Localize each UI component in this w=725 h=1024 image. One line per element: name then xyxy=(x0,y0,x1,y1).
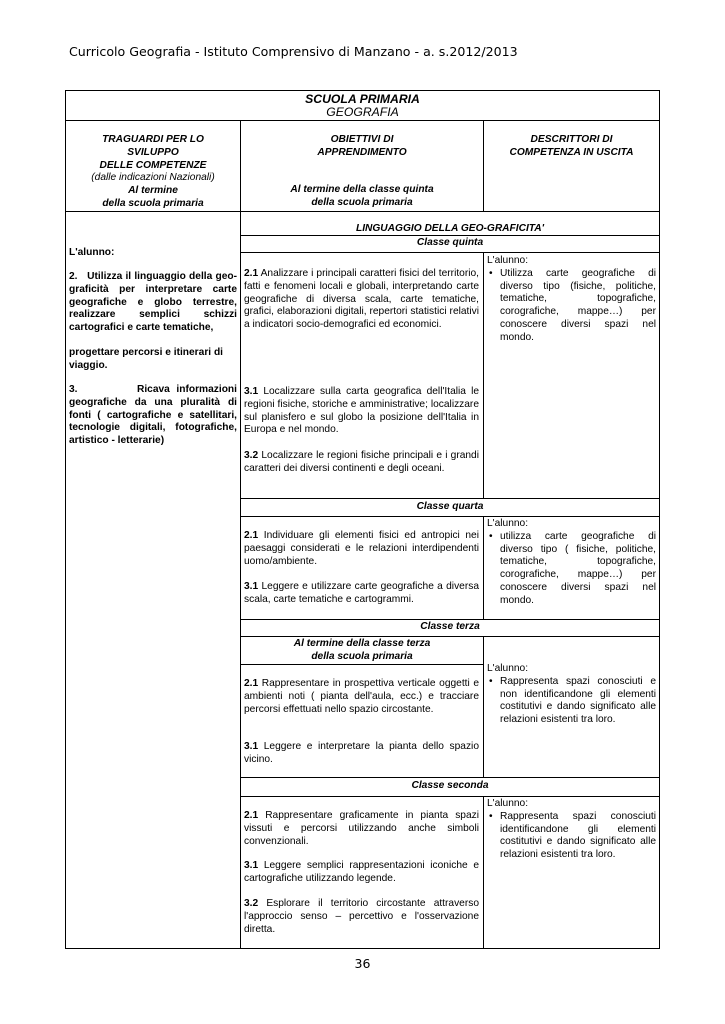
page-number: 36 xyxy=(354,956,371,971)
classe-terza-label: Classe terza xyxy=(420,621,480,632)
seconda-descrittore: L'alunno: • Rappresenta spazi conosciuti identificandone gli elementi costitutivi e dando significato alle relazioni esistenti tra loro. xyxy=(487,798,656,862)
obiettivi-header: OBIETTIVI DI APPRENDIMENTO xyxy=(317,134,407,158)
terza-obj-3-1: 3.1 Leggere e interpretare la pianta dello spazio vicino. xyxy=(244,741,479,765)
traguardo-2b: progettare percorsi e itinerari di viaggio. xyxy=(69,347,223,371)
traguardi-header: TRAGUARDI PER LO SVILUPPO DELLE COMPETENZE (dalle indicazioni Nazionali) Al termine della scuola primaria xyxy=(91,134,215,209)
quinta-obj-3-2: 3.2 Localizzare le regioni fisiche principali e i grandi caratteri dei diversi continenti e degli oceani. xyxy=(244,450,479,474)
quinta-descrittore: L'alunno: • Utilizza carte geografiche di diverso tipo (fisiche, politiche, tematiche, topografiche, corografiche, mappe…) per conoscere diversi spazi nel mondo. xyxy=(487,255,656,345)
quarta-obj-3-1: 3.1 Leggere e utilizzare carte geografiche a diversa scala, carte tematiche e cartogrammi. xyxy=(244,581,479,605)
classe-quinta-label: Classe quinta xyxy=(416,237,484,248)
school-title: SCUOLA PRIMARIA xyxy=(305,92,420,106)
quarta-descrittore: L'alunno: • utilizza carte geografiche di diverso tipo ( fisiche, politiche, tematiche, topografiche, corografiche, mappe…) per conoscere diversi spazi nel mondo. xyxy=(487,518,656,608)
quarta-obj-2-1: 2.1 Individuare gli elementi fisici ed antropici nei paesaggi considerati e le relazioni interdipendenti uomo/ambiente. xyxy=(244,530,479,567)
subject-title: GEOGRAFIA xyxy=(326,105,399,119)
quinta-obj-2-1: 2.1 Analizzare i principali caratteri fisici del territorio, fatti e fenomeni locali e globali, interpretando carte geografiche di diversa scala, carte tematiche, grafici, elaborazioni digitali, repertori statistici relativi a indicatori socio-demografici ed economici. xyxy=(244,268,479,331)
seconda-obj-3-1: 3.1 Leggere semplici rappresentazioni iconiche e cartografiche utilizzando legende. xyxy=(244,860,479,884)
traguardo-2: 2. Utilizza il linguaggio della geo-graficità per interpretare carte geografiche e globo terrestre, realizzare semplici schizzi cartografici e carte tematiche, xyxy=(69,271,237,334)
page-header: Curricolo Geografia - Istituto Comprensivo di Manzano - a. s.2012/2013 xyxy=(69,44,518,59)
traguardo-3: 3. Ricava informazioni geografiche da una pluralità di fonti ( cartografiche e satellitari, tecnologie digitali, fotografiche, artistico - letterarie) xyxy=(69,384,237,447)
classe-quarta-label: Classe quarta xyxy=(416,501,484,512)
terza-descrittore: L'alunno: • Rappresenta spazi conosciuti e non identificandone gli elementi costitutivi e dando significato alle relazioni esistenti tra loro. xyxy=(487,663,656,727)
classe-terza-subtitle: Al termine della classe terza della scuola primaria xyxy=(293,638,431,662)
quinta-obj-3-1: 3.1 Localizzare sulla carta geografica dell'Italia le regioni fisiche, storiche e amministrative; localizzare sul planisfero e sul globo la posizione dell'Italia in Europa e nel mondo. xyxy=(244,386,479,436)
descrittori-header: DESCRITTORI DI COMPETENZA IN USCITA xyxy=(509,134,634,158)
terza-obj-2-1: 2.1 Rappresentare in prospettiva verticale oggetti e ambienti noti ( pianta dell'aula, ecc.) e tracciare percorsi effettuati nello spazio circostante. xyxy=(244,678,479,715)
obiettivi-header-sub: Al termine della classe quinta della scuola primaria xyxy=(290,184,434,208)
seconda-obj-3-2: 3.2 Esplorare il territorio circostante attraverso l'approccio senso – percettivo e l'osservazione diretta. xyxy=(244,898,479,935)
section-title: LINGUAGGIO DELLA GEO-GRAFICITA' xyxy=(355,223,545,234)
seconda-obj-2-1: 2.1 Rappresentare graficamente in pianta spazi vissuti e percorsi utilizzando anche simboli convenzionali. xyxy=(244,810,479,847)
classe-seconda-label: Classe seconda xyxy=(411,780,489,791)
traguardi-intro: L'alunno: xyxy=(69,247,115,258)
